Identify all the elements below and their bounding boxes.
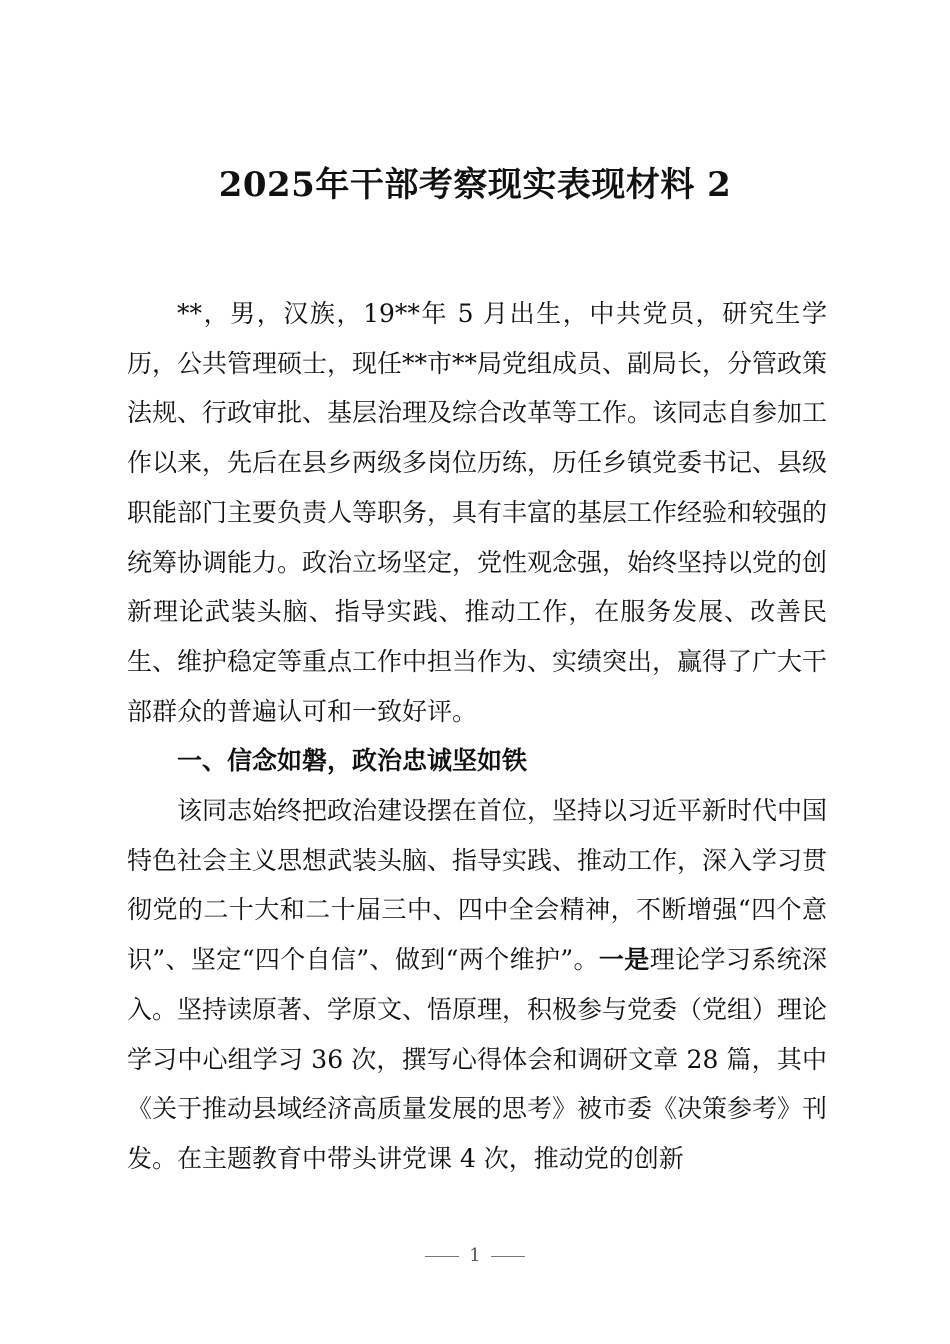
document-body <box>127 289 827 1184</box>
section-text-before-bold: 该同志始终把政治建设摆在首位，坚持以习近平新时代中国特色社会主义思想武装头脑、指导实践、推动工作，深入学习贯彻党的二十大和二十届三中、四中全会精神，不断增强“四个意识”、坚定“四个自信”、做到“两个维护”。 <box>127 796 828 975</box>
page-number: 1 <box>469 1245 481 1266</box>
section-heading: 一、信念如磐，政治忠诚坚如铁 <box>177 746 528 776</box>
section-paragraph <box>127 786 827 1184</box>
footer-dash-left <box>425 1256 459 1257</box>
bold-marker: 一是 <box>598 945 650 975</box>
page-footer <box>0 1244 950 1268</box>
document-title: 2025年干部考察现实表现材料 2 <box>218 165 732 205</box>
section-text-after-bold: 理论学习系统深入。坚持读原著、学原文、悟原理，积极参与党委（党组）理论学习中心组学习 36 次，撰写心得体会和调研文章 28 篇，其中《关于推动县域经济高质量发展的思考》被市委《决策参考》刊发。在主题教育中带头讲党课 4 次，推动党的创新 <box>127 945 828 1173</box>
footer-dash-right <box>491 1256 525 1257</box>
intro-paragraph: **，男，汉族，19**年 5 月出生，中共党员，研究生学历，公共管理硕士，现任**市**局党组成员、副局长，分管政策法规、行政审批、基层治理及综合改革等工作。该同志自参加工作以来，先后在县乡两级多岗位历练，历任乡镇党委书记、县级职能部门主要负责人等职务，具有丰富的基层工作经验和较强的统筹协调能力。政治立场坚定，党性观念强，始终坚持以党的创新理论武装头脑、指导实践、推动工作，在服务发展、改善民生、维护稳定等重点工作中担当作为、实绩突出，赢得了广大干部群众的普遍认可和一致好评。 <box>127 299 828 726</box>
